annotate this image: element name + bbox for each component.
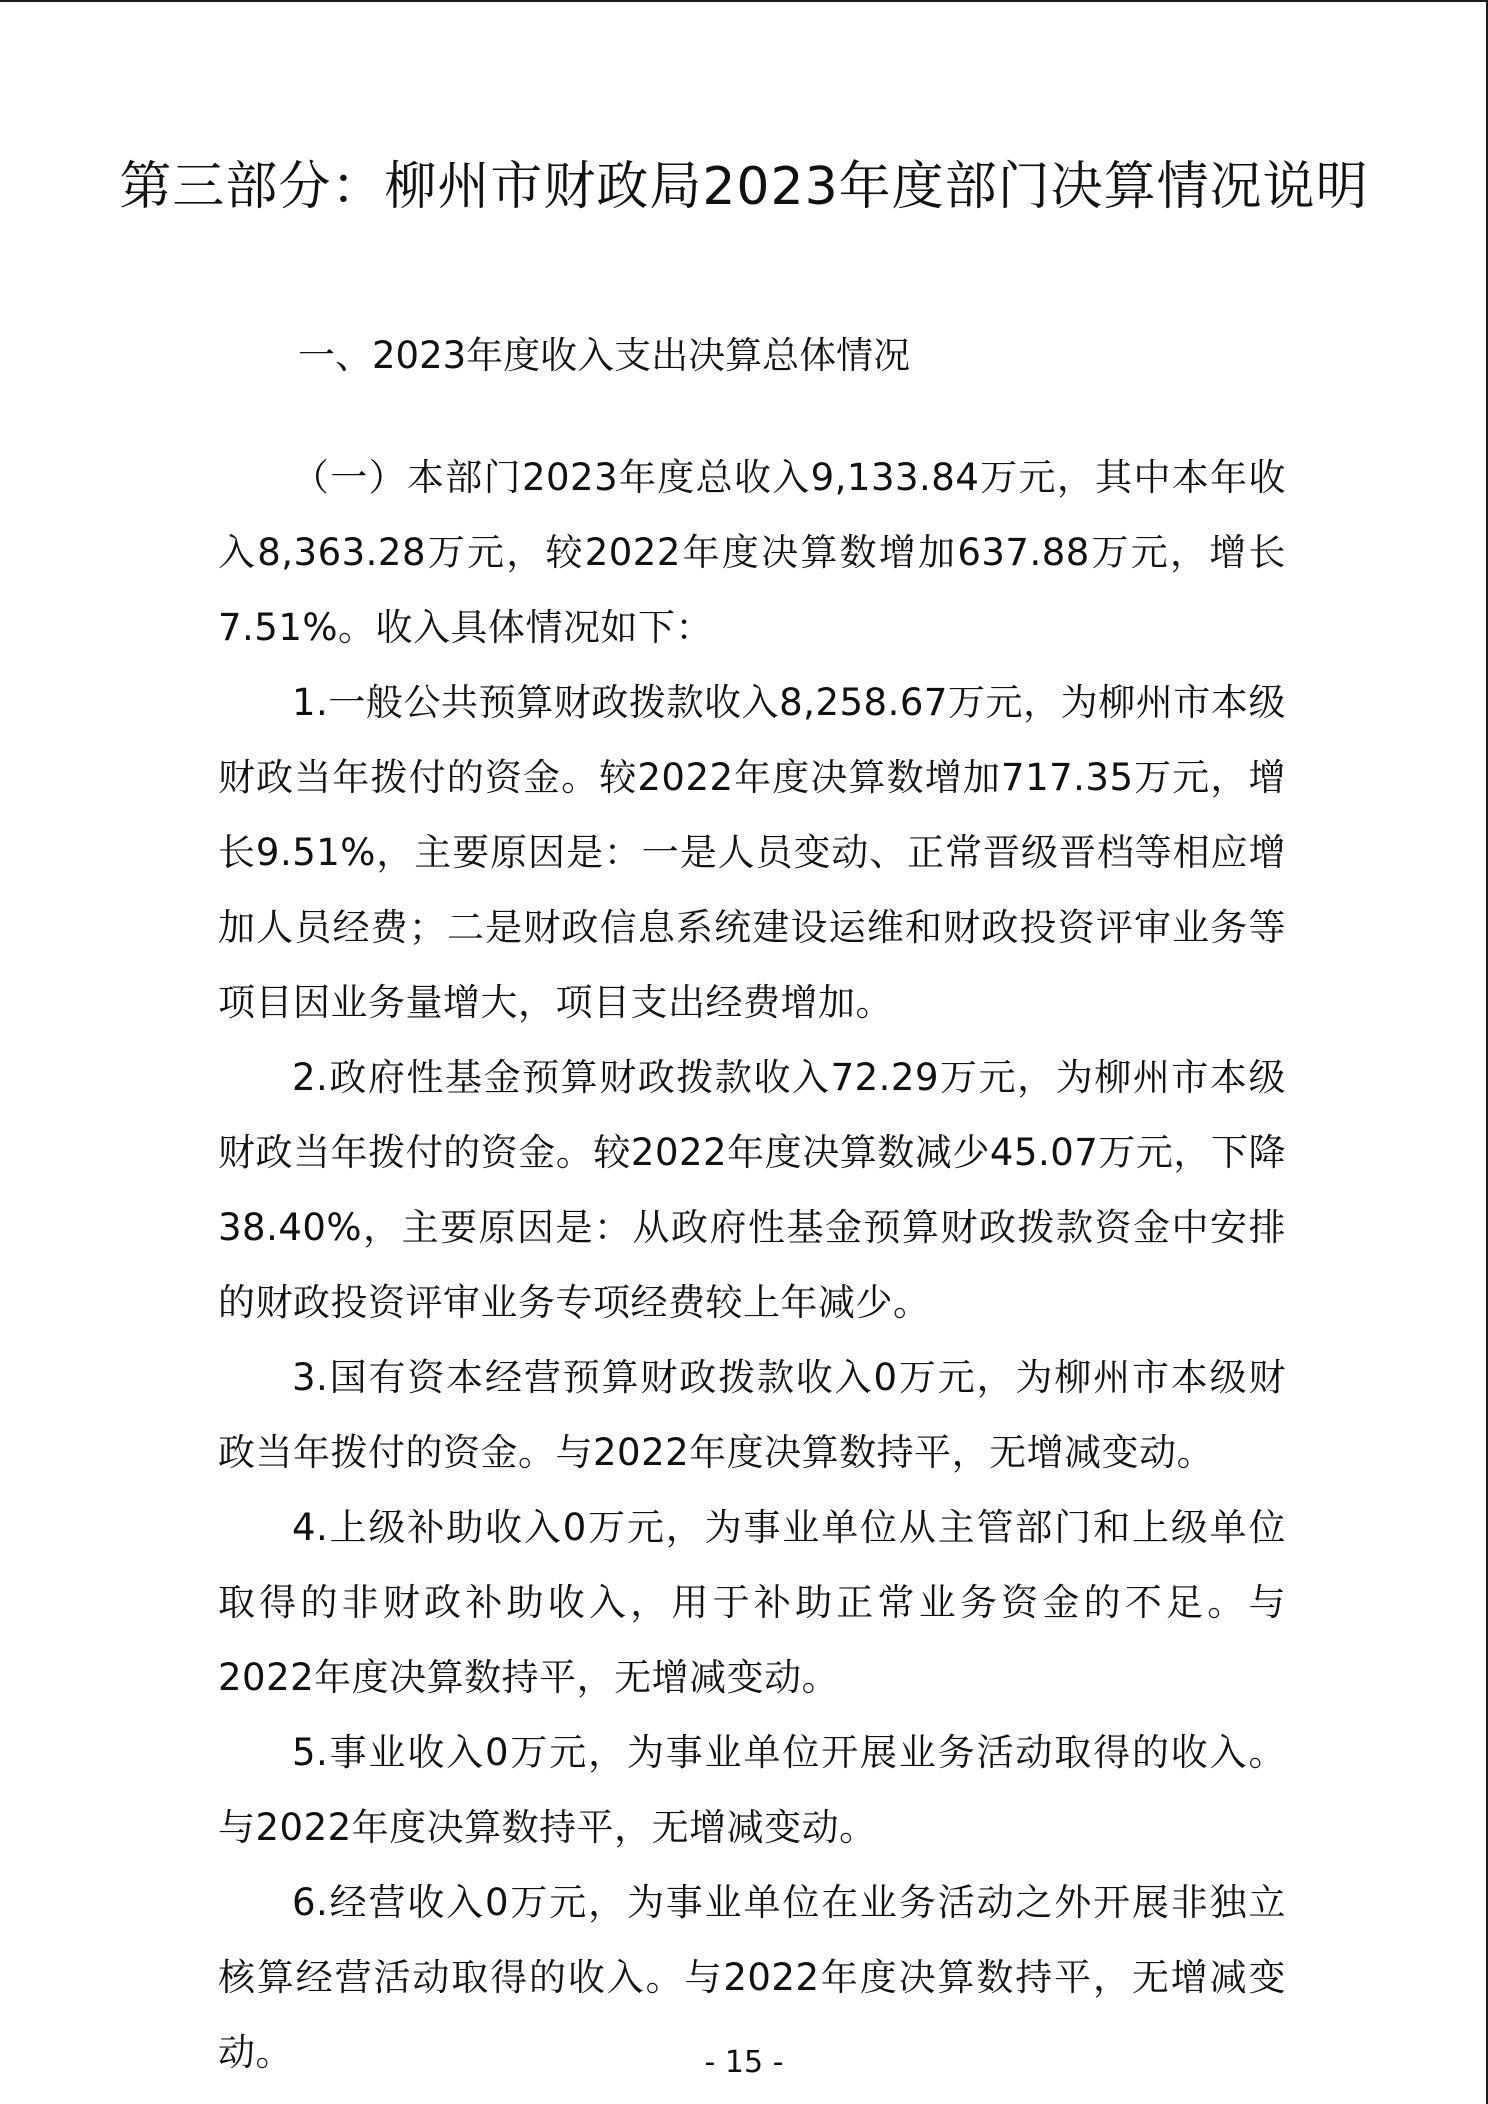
page-number: - 15 - bbox=[704, 2045, 784, 2080]
paragraph-superior-subsidy: 4.上级补助收入0万元，为事业单位从主管部门和上级单位取得的非财政补助收入，用于补助正常业务资金的不足。与2022年度决算数持平，无增减变动。 bbox=[218, 1506, 1286, 1699]
section-heading: 一、2023年度收入支出决算总体情况 bbox=[298, 334, 911, 377]
top-border-line bbox=[0, 0, 1488, 2]
paragraph-business-income: 5.事业收入0万元，为事业单位开展业务活动取得的收入。与2022年度决算数持平，无增减变动。 bbox=[218, 1731, 1286, 1849]
paragraph-government-fund: 2.政府性基金预算财政拨款收入72.29万元，为柳州市本级财政当年拨付的资金。较2022年度决算数减少45.07万元，下降38.40%，主要原因是：从政府性基金预算财政拨款资金中安排的财政投资评审业务专项经费较上年减少。 bbox=[218, 1056, 1286, 1324]
paragraph-operating-income: 6.经营收入0万元，为事业单位在业务活动之外开展非独立核算经营活动取得的收入。与2022年度决算数持平，无增减变动。 bbox=[218, 1881, 1286, 2074]
paragraph-state-capital: 3.国有资本经营预算财政拨款收入0万元，为柳州市本级财政当年拨付的资金。与2022年度决算数持平，无增减变动。 bbox=[218, 1356, 1286, 1474]
paragraph-total-income: （一）本部门2023年度总收入9,133.84万元，其中本年收入8,363.28万元，较2022年度决算数增加637.88万元，增长7.51%。收入具体情况如下： bbox=[218, 456, 1286, 649]
body-paragraphs bbox=[218, 440, 1286, 2090]
page-title: 第三部分：柳州市财政局2023年度部门决算情况说明 bbox=[119, 157, 1369, 217]
paragraph-general-budget: 1.一般公共预算财政拨款收入8,258.67万元，为柳州市本级财政当年拨付的资金。较2022年度决算数增加717.35万元，增长9.51%，主要原因是：一是人员变动、正常晋级晋档等相应增加人员经费；二是财政信息系统建设运维和财政投资评审业务等项目因业务量增大，项目支出经费增加。 bbox=[218, 681, 1286, 1024]
